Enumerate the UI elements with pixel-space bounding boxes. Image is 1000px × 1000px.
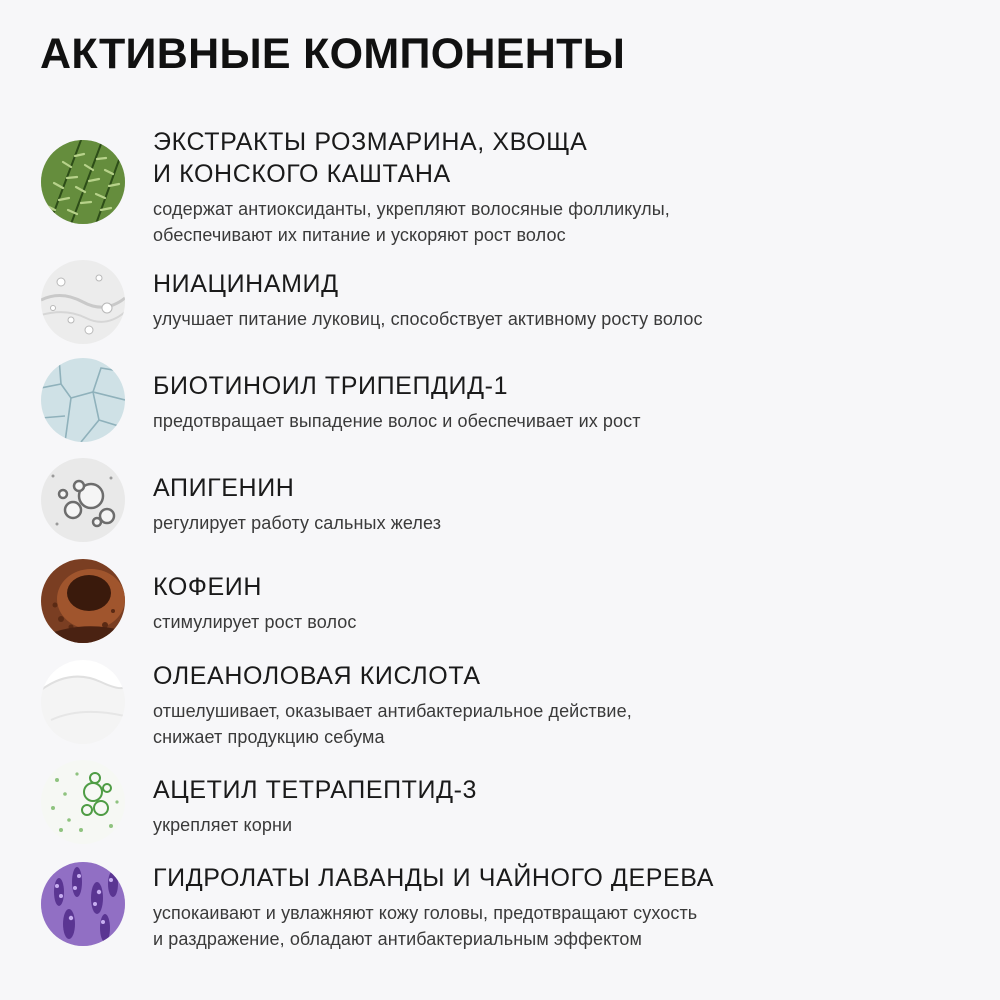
page-title: АКТИВНЫЕ КОМПОНЕНТЫ	[40, 30, 626, 78]
ingredient-name: АЦЕТИЛ ТЕТРАПЕПТИД-3	[153, 776, 478, 804]
oil-bubbles-icon	[41, 458, 125, 542]
ingredient-name: ЭКСТРАКТЫ РОЗМАРИНА, ХВОЩА И КОНСКОГО КАШТАНА	[153, 128, 588, 188]
ingredient-description: успокаивают и увлажняют кожу головы, предотвращают сухость и раздражение, обладают антибактериальным эффектом	[153, 903, 698, 949]
ingredient-name: КОФЕИН	[153, 573, 263, 601]
ingredient-name: ОЛЕАНОЛОВАЯ КИСЛОТА	[153, 662, 481, 690]
gel-droplets-icon	[41, 260, 125, 344]
ingredient-description: содержат антиоксиданты, укрепляют волосяные фолликулы, обеспечивают их питание и ускоряют рост волос	[153, 199, 670, 245]
ingredient-name: БИОТИНОИЛ ТРИПЕПДИД-1	[153, 372, 509, 400]
ingredient-name: НИАЦИНАМИД	[153, 270, 339, 298]
ingredient-description: улучшает питание луковиц, способствует активному росту волос	[153, 309, 703, 329]
coffee-icon	[41, 559, 125, 643]
green-bubbles-icon	[41, 760, 125, 844]
cream-icon	[41, 660, 125, 744]
rosemary-icon	[41, 140, 125, 224]
cracked-gel-icon	[41, 358, 125, 442]
ingredient-description: регулирует работу сальных желез	[153, 513, 442, 533]
ingredient-description: отшелушивает, оказывает антибактериальное действие, снижает продукцию себума	[153, 701, 632, 747]
ingredient-description: предотвращает выпадение волос и обеспечивает их рост	[153, 411, 641, 431]
ingredient-description: укрепляет корни	[153, 815, 293, 835]
ingredient-description: стимулирует рост волос	[153, 612, 357, 632]
lavender-icon	[41, 862, 125, 946]
ingredient-name: ГИДРОЛАТЫ ЛАВАНДЫ И ЧАЙНОГО ДЕРЕВА	[153, 864, 714, 892]
ingredient-name: АПИГЕНИН	[153, 474, 295, 502]
